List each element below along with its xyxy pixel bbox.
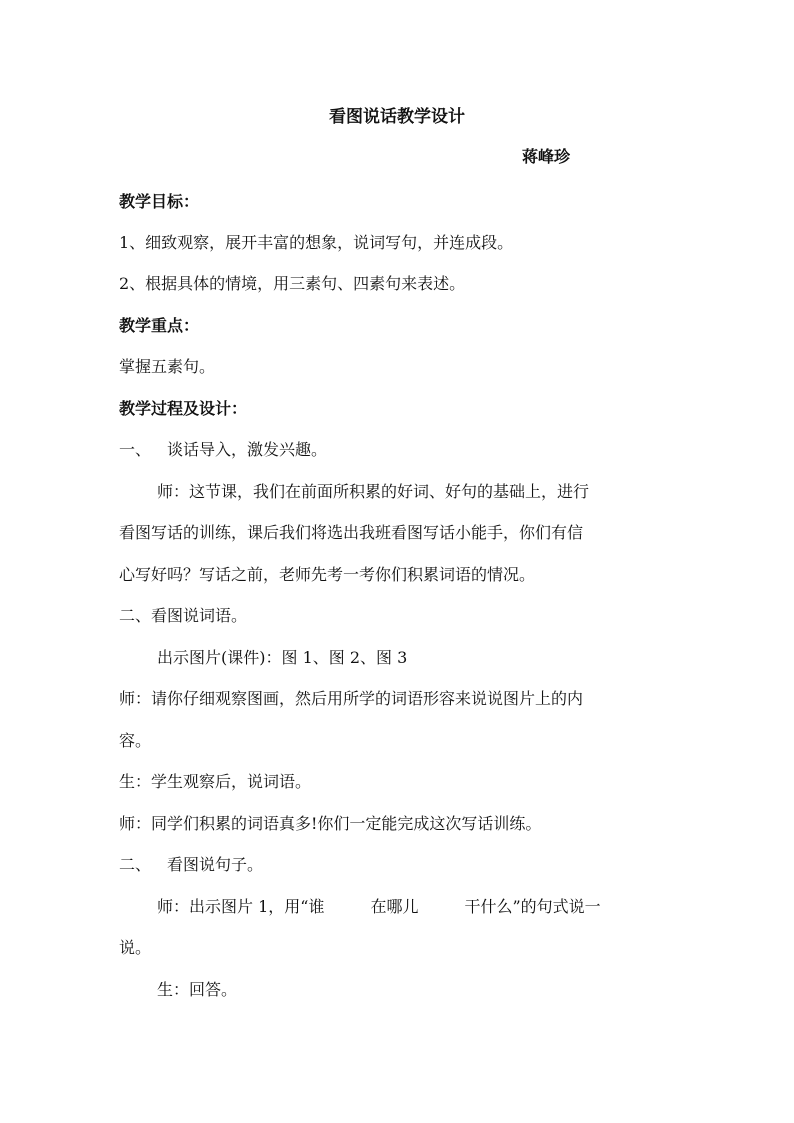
step-1-title: 谈话导入，激发兴趣。 [167, 440, 328, 459]
show-pictures-line: 出示图片(课件)：图 1、图 2、图 3 [157, 648, 408, 667]
paragraph-2-line-2: 容。 [119, 731, 152, 750]
process-heading: 教学过程及设计： [119, 399, 248, 418]
paragraph-2-line-1: 师：请你仔细观察图画，然后用所学的词语形容来说说图片上的内 [119, 689, 584, 708]
step-3-number: 二、 [119, 855, 152, 874]
step-3-title: 看图说句子。 [167, 855, 264, 874]
paragraph-1-line-3: 心写好吗？写话之前，老师先考一考你们积累词语的情况。 [119, 565, 536, 584]
paragraph-1-line-1: 师：这节课，我们在前面所积累的好词、好句的基础上，进行 [157, 482, 590, 501]
author-name: 蒋峰珍 [522, 147, 571, 166]
goals-heading: 教学目标： [119, 192, 200, 211]
paragraph-5-part-c: 干什么”的句式说一 [464, 897, 601, 916]
step-2-line: 二、看图说词语。 [119, 606, 248, 625]
paragraph-5-line-2: 说。 [119, 938, 152, 957]
paragraph-4: 师：同学们积累的词语真多!你们一定能完成这次写话训练。 [119, 814, 542, 833]
paragraph-5-part-b: 在哪儿 [370, 897, 419, 916]
goal-1: 1、细致观察，展开丰富的想象，说词写句，并连成段。 [119, 233, 514, 252]
step-1-number: 一、 [119, 440, 152, 459]
step-3-line [119, 855, 263, 875]
focus-text: 掌握五素句。 [119, 357, 216, 376]
step-1-line [119, 440, 327, 460]
goal-2: 2、根据具体的情境，用三素句、四素句来表述。 [119, 274, 466, 293]
document-title: 看图说话教学设计 [329, 107, 465, 127]
paragraph-1-line-2: 看图写话的训练，课后我们将选出我班看图写话小能手，你们有信 [119, 523, 584, 542]
paragraph-6: 生：回答。 [157, 980, 238, 999]
focus-heading: 教学重点： [119, 316, 200, 335]
paragraph-5-part-a: 师：出示图片 1，用“谁 [157, 897, 325, 916]
paragraph-3: 生：学生观察后，说词语。 [119, 772, 312, 791]
paragraph-5-line-1 [157, 897, 601, 917]
